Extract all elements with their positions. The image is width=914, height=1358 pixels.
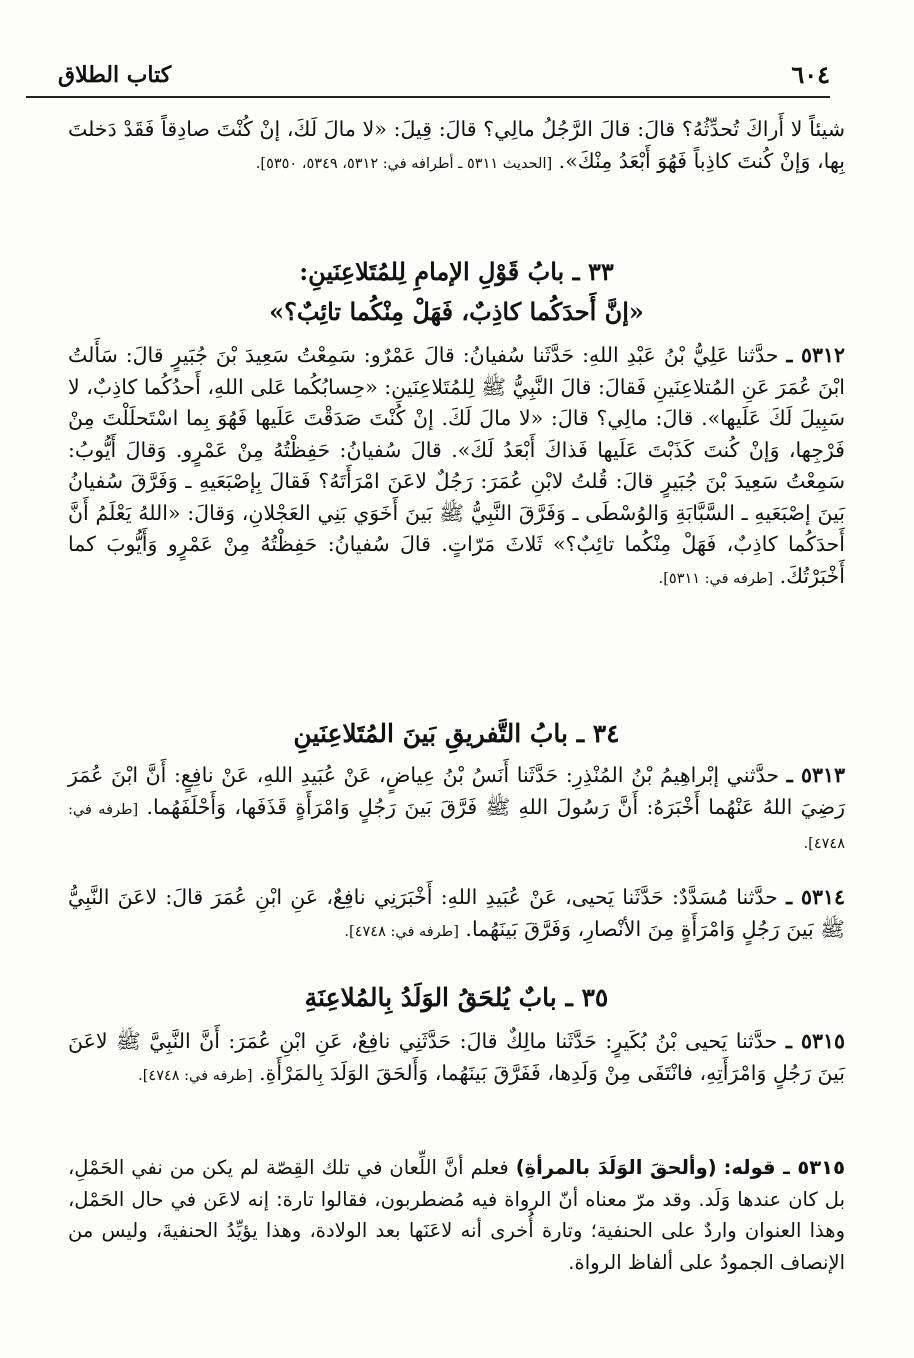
hadith-5315: [68, 1026, 845, 1092]
book-title: كتاب الطلاق: [58, 62, 172, 88]
commentary-number: ٥٣١٥ ـ قوله:: [723, 1156, 845, 1179]
chapter-35-title: ٣٥ ـ بابٌ يُلحَقُ الوَلَدُ بِالمُلاعِنَةِ: [304, 983, 609, 1012]
hadith-ref: [طرفه في: ٤٧٤٨].: [68, 801, 845, 852]
hadith-number: ٥٣١٢ ـ: [786, 343, 845, 367]
hadith-text: حدَّثني إبْراهِيمُ بْنُ المُنْذِرِ: حَدَّثَنا أَنَسُ بْنُ عِياضٍ، عَنْ عُبَيدِ اللهِ، عَنْ نافِعٍ: أَنَّ ابْنَ عُمَرَ رَضِيَ اللهُ عَنْهُما أَخْبَرَهُ: أَنَّ رَسُولَ اللهِ ﷺ فَرَّقَ بَينَ رَجُلٍ وَامْرَأَةٍ قَذَفَها، وَأَحْلَفَهُما.: [68, 763, 845, 819]
hadith-number: ٥٣١٣ ـ: [786, 763, 845, 787]
chapter-heading-33: [68, 252, 845, 332]
commentary-quote: (وألحقَ الوَلَدَ بالمرأةِ): [515, 1156, 717, 1179]
chapter-heading-34: [68, 714, 845, 754]
hadith-number: ٥٣١٥ ـ: [785, 1029, 845, 1053]
running-header: [58, 60, 830, 92]
top-paragraph-ref: [الحديث ٥٣١١ ـ أطرافه في: ٥٣١٢، ٥٣٤٩، ٥٣٥٠].: [255, 155, 553, 172]
commentary-text: فعلم أنَّ اللِّعان في تلك القِصّة لم يكن من نفي الحَمْلِ، بل كان عندها وَلَد. وقد مرّ معناه أنّ الرواة فيه مُضطربون، فقالوا تارة: إنه لاعَن في حال الحَمْل، وهذا العنوان واردٌ على الحنفية؛ وتارة أُخرى أنه لاعَنَها بعد الولادة، وهذا يؤيِّدُ الحنفيةَ، وليس من الإنصاف الجمودُ على ألفاظ الرواة.: [68, 1156, 845, 1274]
chapter-33-line1: ٣٣ ـ بابُ قَوْلِ الإمامِ لِلمُتَلاعِنَينِ:: [299, 257, 614, 286]
hadith-5314: [68, 882, 845, 948]
hadith-text: حدَّثنا مُسَدَّدٌ: حَدَّثَنا يَحيى، عَنْ عُبَيدِ اللهِ: أَخْبَرَنِي نافِعٌ، عَنِ ابْنِ عُمَرَ قالَ: لاعَنَ النَّبِيُّ ﷺ بَينَ رَجُلٍ وَامْرَأَةٍ مِنَ الأنْصارِ، وَفَرَّقَ بَينَهُما.: [68, 885, 845, 941]
top-paragraph: [68, 114, 845, 180]
page-number: ٦٠٤: [791, 60, 830, 89]
hadith-5313: [68, 760, 845, 861]
top-paragraph-text: شيئاً لا أَراكَ تُحدِّثُهُ؟ قالَ: قالَ الرَّجُلُ مالِي؟ قالَ: قِيلَ: «لا مالَ لَكَ، إنْ كُنْتَ صادِقاً فَقَدْ دَخلتَ بِها، وَإنْ كُنتَ كاذِباً فَهُوَ أَبْعَدُ مِنْكَ».: [68, 117, 845, 173]
chapter-34-title: ٣٤ ـ بابُ التَّفريقِ بَينَ المُتَلاعِنَينِ: [293, 719, 620, 748]
hadith-5312: [68, 340, 845, 595]
hadith-text: حدَّثنا عَلِيُّ بْنُ عَبْدِ اللهِ: حَدَّثَنا سُفيانُ: قالَ عَمْرٌو: سَمِعْتُ سَعِيدَ بْنَ جُبَيرٍ قالَ: سَأَلتُ ابْنَ عُمَرَ عَنِ المُتلاعِنَينِ فَقالَ: قالَ النَّبِيُّ ﷺ لِلمُتَلاعِنَينِ: «حِسابُكُما عَلى اللهِ، أَحدُكُما كاذِبٌ، لا سَبِيلَ لَكَ عَلَيها». قالَ: مالِي؟ قالَ: «لا مالَ لَكَ. إنْ كُنْتَ صَدَقْتَ عَلَيها فَهُوَ بِما اسْتَحلَلْتَ مِنْ فَرْجِها، وَإنْ كُنتَ كَذَبْتَ عَلَيها فَذاكَ أَبْعَدُ لَكَ». قالَ سُفيانُ: حَفِظْتُهُ مِنْ عَمْرٍو. وَقالَ أَيُّوبُ: سَمِعْتُ سَعِيدَ بْنَ جُبَيرٍ قالَ: قُلتُ لابْنِ عُمَرَ: رَجُلٌ لاعَنَ امْرَأَتَهُ؟ فَقالَ بِإصْبَعَيهِ ـ وَفَرَّقَ سُفيانُ بَينَ إصْبَعَيهِ ـ السَّبَّابَةِ وَالوُسْطَى ـ وَفَرَّقَ النَّبِيُّ ﷺ بَينَ أَخَوَي بَنِي العَجْلانِ، وَقالَ: «اللهُ يَعْلَمُ أَنَّ أَحدَكُما كاذِبٌ، فَهَلْ مِنْكُما تائِبٌ؟» ثَلاثَ مَرّاتٍ. قالَ سُفيانُ: حَفِظْتُهُ مِنْ عَمْرٍو وَأَيُّوبَ كما أَخْبَرْتُكَ.: [68, 343, 845, 588]
chapter-33-line2: «إنَّ أَحدَكُما كاذِبٌ، فَهَلْ مِنْكُما تائِبٌ؟»: [269, 297, 644, 326]
hadith-ref: [طرفه في: ٤٧٤٨].: [344, 923, 459, 940]
chapter-heading-35: [68, 978, 845, 1018]
hadith-ref: [طرفه في: ٥٣١١].: [658, 570, 774, 587]
commentary: [68, 1152, 845, 1278]
hadith-number: ٥٣١٤ ـ: [786, 885, 845, 909]
hadith-text: حدَّثنا يَحيى بْنُ بُكَيرٍ: حَدَّثَنا مالِكٌ قالَ: حَدَّثَنِي نافِعٌ، عَنِ ابْنِ عُمَرَ: أَنَّ النَّبِيَّ ﷺ لاعَنَ بَينَ رَجُلٍ وَامْرَأَتِهِ، فانْتَفَى مِنْ وَلَدِها، فَفَرَّقَ بَينَهُما، وَأَلحَقَ الوَلَدَ بِالمَرْأَةِ.: [68, 1029, 845, 1085]
header-rule: [26, 96, 830, 98]
hadith-ref: [طرفه في: ٤٧٤٨].: [138, 1067, 253, 1084]
